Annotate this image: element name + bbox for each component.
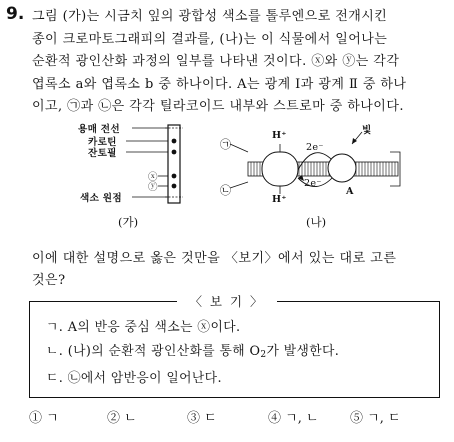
question-stem xyxy=(32,6,446,119)
region-top-marker: ㉠ xyxy=(220,138,232,151)
figure-b-cyclic-photophosphorylation xyxy=(222,122,422,234)
stem-line: 그림 (가)는 시금치 잎의 광합성 색소를 톨루엔으로 전개시킨 xyxy=(32,9,388,24)
bogi-items xyxy=(46,316,339,391)
thylakoid-membrane-diagram xyxy=(222,122,422,214)
prompt-line: 이에 대한 설명으로 옳은 것만을 〈보기〉에서 있는 대로 고른 xyxy=(32,251,397,266)
label-pigment-x: ⓧ xyxy=(148,172,158,183)
question-prompt xyxy=(32,248,446,292)
label-solvent-front: 용매 전선 xyxy=(78,124,120,135)
bogi-item-3: ㄷ. ㉡에서 암반응이 일어난다. xyxy=(46,371,222,386)
prompt-line: 것은? xyxy=(32,273,66,288)
choice-3[interactable]: ③ ㄷ xyxy=(187,411,217,426)
stem-line: 종이 크로마토그래피의 결과를, (나)는 이 식물에서 일어나는 xyxy=(32,31,388,47)
choice-1[interactable]: ① ㄱ xyxy=(29,411,59,426)
proton-top: H⁺ xyxy=(272,130,287,141)
bogi-item-2-post: 가 발생한다. xyxy=(266,344,340,359)
cytochrome-complex xyxy=(262,152,298,186)
electron-label-bottom: 2e⁻ xyxy=(304,178,322,189)
bogi-title: 〈 보 기 〉 xyxy=(177,292,277,310)
stem-line: 이고, ㉠과 ㉡은 각각 틸라코이드 내부와 스트로마 중 하나이다. xyxy=(32,99,404,114)
photosystem-a xyxy=(328,154,356,182)
choice-2[interactable]: ② ㄴ xyxy=(107,411,137,426)
bogi-item-1: ㄱ. A의 반응 중심 색소는 ⓧ이다. xyxy=(46,320,241,335)
figure-a-label: (가) xyxy=(118,215,139,229)
choice-5[interactable]: ⑤ ㄱ, ㄷ xyxy=(350,411,401,426)
bogi-item-2-sub: 2 xyxy=(260,350,267,360)
region-bottom-marker: ㉡ xyxy=(220,184,232,197)
label-pigment-y: ⓨ xyxy=(148,182,158,193)
answer-choices xyxy=(0,407,454,429)
carotene-spot xyxy=(172,139,177,144)
bogi-item-2 xyxy=(46,340,339,367)
bogi-item-2-pre: ㄴ. (나)의 순환적 광인산화를 통해 O xyxy=(46,344,261,359)
stem-line: 엽록소 a와 엽록소 b 중 하나이다. A는 광계 Ⅰ과 광계 Ⅱ 중 하나 xyxy=(32,76,407,92)
choice-4[interactable]: ④ ㄱ, ㄴ xyxy=(268,411,319,426)
question-number: 9. xyxy=(6,4,25,24)
label-xanthophyll: 잔토필 xyxy=(88,148,117,159)
label-carotene: 카로틴 xyxy=(88,137,117,148)
pigment-x-spot xyxy=(172,174,177,179)
label-origin: 색소 원점 xyxy=(80,193,122,204)
photosystem-a-label: A xyxy=(346,186,354,197)
light-label: 빛 xyxy=(362,125,372,136)
pigment-y-spot xyxy=(172,184,177,189)
proton-bottom: H⁺ xyxy=(272,194,287,205)
figure-b-label: (나) xyxy=(306,215,327,229)
xanthophyll-spot xyxy=(172,150,177,155)
stem-line: 순환적 광인산화 과정의 일부를 나타낸 것이다. ⓧ와 ⓨ는 각각 xyxy=(32,54,400,69)
figure-a-chromatogram xyxy=(70,122,190,232)
electron-label-top: 2e⁻ xyxy=(306,142,324,153)
